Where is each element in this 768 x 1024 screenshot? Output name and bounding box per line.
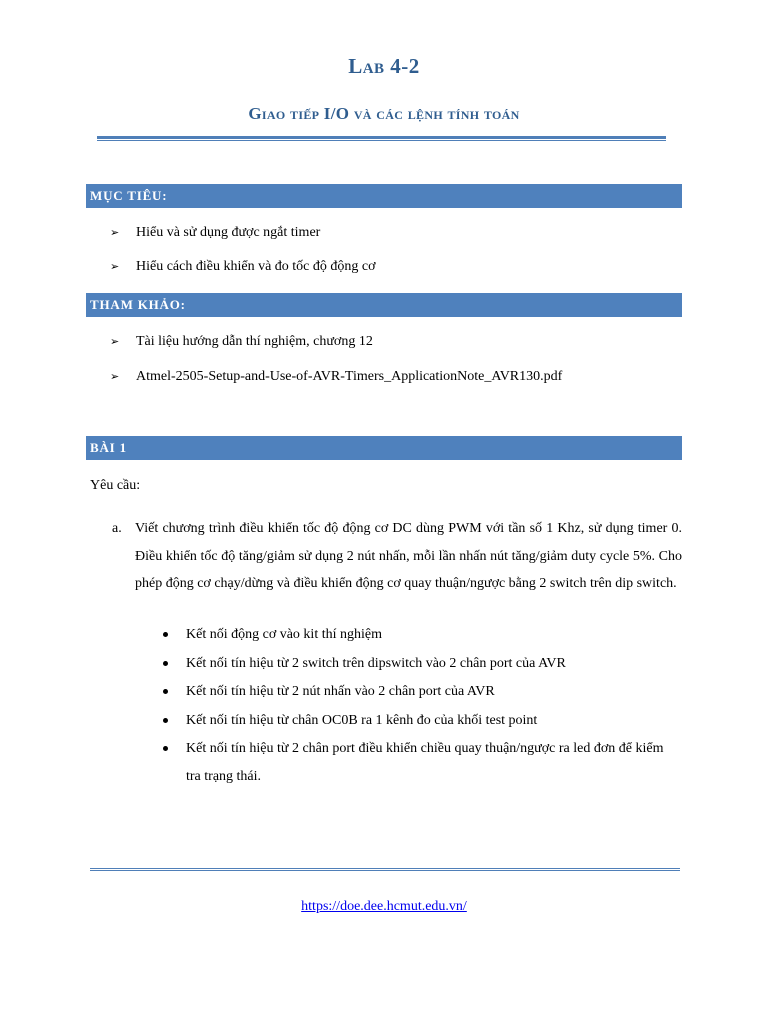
list-item-text: Kết nối tín hiệu từ 2 nút nhấn vào 2 chân port của AVR xyxy=(186,684,495,699)
section-heading-references: THAM KHẢO: xyxy=(86,293,682,317)
lab-subtitle: Giao tiếp I/O và các lệnh tính toán xyxy=(248,104,520,123)
bullet-dot-icon xyxy=(163,718,168,723)
bullet-dot-icon xyxy=(163,661,168,666)
objective-item-text: Hiểu cách điều khiển và đo tốc độ động cơ xyxy=(136,259,376,274)
lab-title: Lab 4-2 xyxy=(348,54,420,78)
list-item-text: Kết nối động cơ vào kit thí nghiệm xyxy=(186,627,382,642)
objective-item xyxy=(110,224,320,242)
task-bullet-list xyxy=(161,621,681,791)
section-heading-exercise-1: BÀI 1 xyxy=(86,436,682,460)
arrow-bullet-icon: ➢ xyxy=(110,261,120,273)
list-item-text: Kết nối tín hiệu từ chân OC0B ra 1 kênh đo của khối test point xyxy=(186,712,538,728)
footer-link[interactable]: https://doe.dee.hcmut.edu.vn/ xyxy=(301,899,467,914)
list-item xyxy=(161,678,681,706)
reference-item-text: Tài liệu hướng dẫn thí nghiệm, chương 12 xyxy=(136,334,373,349)
list-item xyxy=(161,621,681,649)
title-divider xyxy=(97,136,666,141)
list-item xyxy=(161,707,681,735)
bullet-dot-icon xyxy=(163,689,168,694)
list-item xyxy=(161,735,681,790)
list-item xyxy=(161,650,681,678)
arrow-bullet-icon: ➢ xyxy=(110,227,120,239)
list-item-text: Kết nối tín hiệu từ 2 chân port điều khiển chiều quay thuận/ngược ra led đơn để kiểm tra trạng thái. xyxy=(186,741,664,784)
bullet-dot-icon xyxy=(163,632,168,637)
section-heading-objectives: MỤC TIÊU: xyxy=(86,184,682,208)
bullet-dot-icon xyxy=(163,746,168,751)
objective-item-text: Hiểu và sử dụng được ngắt timer xyxy=(136,225,321,240)
footer-divider xyxy=(90,868,680,871)
reference-item xyxy=(110,333,373,351)
reference-item-text: Atmel-2505-Setup-and-Use-of-AVR-Timers_ApplicationNote_AVR130.pdf xyxy=(136,369,563,384)
task-marker: a. xyxy=(112,521,122,536)
requirement-label: Yêu cầu: xyxy=(90,478,141,493)
reference-item xyxy=(110,368,562,386)
task-description: Viết chương trình điều khiển tốc độ động cơ DC dùng PWM với tần số 1 Khz, sử dụng timer 0. Điều khiển tốc độ tăng/giảm sử dụng 2 nút nhấn, mỗi lần nhấn nút tăng/giảm duty cycle 5%. Cho phép động cơ chạy/dừng và điều khiển động cơ quay thuận/ngược bằng 2 switch trên dip switch. xyxy=(135,521,682,591)
arrow-bullet-icon: ➢ xyxy=(110,336,120,348)
list-item-text: Kết nối tín hiệu từ 2 switch trên dipswitch vào 2 chân port của AVR xyxy=(186,655,566,671)
objective-item xyxy=(110,258,376,276)
arrow-bullet-icon: ➢ xyxy=(110,371,120,383)
